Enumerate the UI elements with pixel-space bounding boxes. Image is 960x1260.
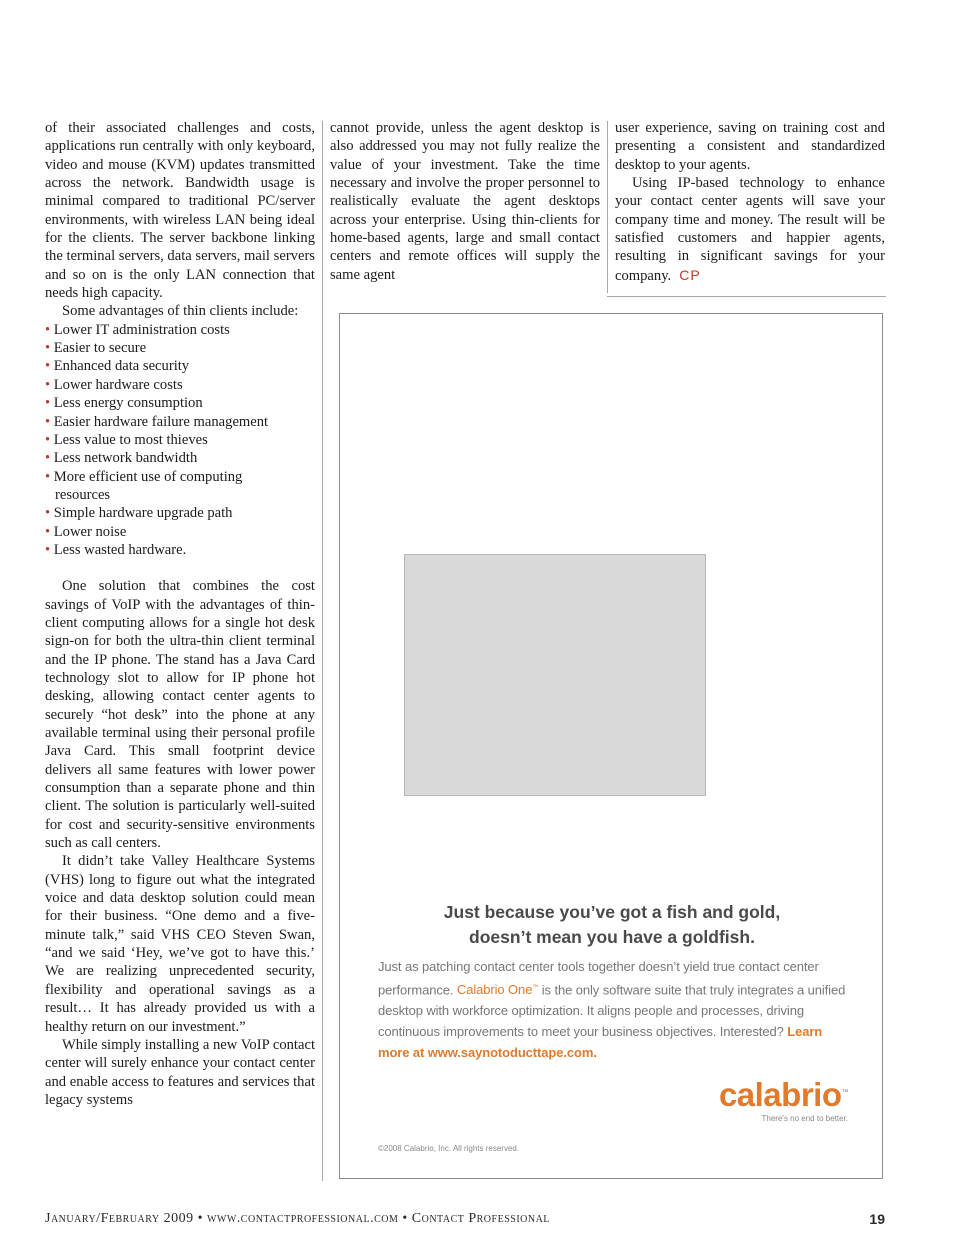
ad-headline: Just because you’ve got a fish and gold, doesn’t mean you have a goldfish. <box>443 902 781 947</box>
logo-tagline: There's no end to better. <box>761 1114 848 1123</box>
column-divider <box>607 121 608 293</box>
list-item: • Enhanced data security <box>45 358 190 375</box>
page-footer <box>45 1211 885 1233</box>
page-number: 19 <box>869 1211 885 1227</box>
bullet-icon: • <box>45 431 51 448</box>
bullet-icon: • <box>45 376 51 393</box>
list-item: • More efficient use of computing resources <box>45 468 243 503</box>
list-item: • Less value to most thieves <box>45 431 208 448</box>
paragraph: One solution that combines the cost savings of VoIP with the advantages of thin-client computing allows for a single hot desk sign-on for both the ultra-thin client terminal and the IP phone. The stand has a Java Card technology slot to allow for IP phone hot desking, allowing contact center agents to securely “hot desk” into the phone at any available terminal using their personal profile Java Card. This small footprint device delivers all same features with lower power consumption than a separate phone and thin client. The solution is particularly well-suited for cost and security-sensitive environments such as call centers. <box>45 578 315 852</box>
calabrio-advertisement <box>339 313 883 1179</box>
bullet-icon: • <box>45 395 51 412</box>
footer-text: January/February 2009 • www.contactprofessional.com • Contact Professional <box>45 1211 550 1226</box>
paragraph: It didn’t take Valley Healthcare Systems (VHS) long to figure out what the integrated voice and data desktop solution could mean for their business. “One demo and a five-minute talk,” said VHS CEO Steven Swan, “and we said ‘Hey, we’ve got to have this.’ We are realizing unprecedented security, flexibility and operational savings as a result… It has already provided us with a healthy return on our investment.” <box>45 853 315 1035</box>
paragraph: user experience, saving on training cost and presenting a consistent and standardized desktop to your agents. <box>615 120 885 173</box>
article-column-1 <box>45 119 315 1109</box>
horizontal-divider <box>607 296 886 297</box>
bullet-icon: • <box>45 340 51 357</box>
calabrio-logo: calabrio™ There's no end to better. <box>696 1076 848 1124</box>
article-column-2 <box>330 119 600 284</box>
bullet-icon: • <box>45 468 51 485</box>
ad-cta-link[interactable]: Learn more at www.saynotoducttape.com. <box>378 1023 823 1060</box>
list-item: • Lower noise <box>45 523 127 540</box>
list-item: • Less network bandwidth <box>45 450 198 467</box>
list-item: • Easier hardware failure management <box>45 413 269 430</box>
column-divider <box>322 121 323 1181</box>
paragraph: Using IP-based technology to enhance your contact center agents will save your company time and money. The result will be satisfied customers and happier agents, resulting in significant savings for your company. CP <box>615 175 885 284</box>
list-item: • Easier to secure <box>45 340 147 357</box>
list-item: • Lower hardware costs <box>45 376 183 393</box>
ad-body: Just as patching contact center tools together doesn’t yield true contact center performance. Calabrio One™ is the only software suite that truly integrates a unified desktop with workforce optimization. It aligns people and processes, driving continuous improvements to meet your business objectives. Interested? Learn more at www.saynotoducttape.com. <box>378 959 846 1060</box>
bullet-icon: • <box>45 358 51 375</box>
paragraph: While simply installing a new VoIP contact center will surely enhance your contact center and enable access to features and services that legacy systems <box>45 1036 315 1108</box>
end-mark: CP <box>679 266 701 283</box>
bullet-icon: • <box>45 523 51 540</box>
list-item: • Simple hardware upgrade path <box>45 505 233 522</box>
bullet-icon: • <box>45 505 51 522</box>
bullet-icon: • <box>45 541 51 558</box>
bullet-icon: • <box>45 450 51 467</box>
ad-copyright: ©2008 Calabrio, Inc. All rights reserved. <box>378 1144 520 1153</box>
article-column-3 <box>615 119 885 285</box>
paragraph: of their associated challenges and costs, applications run centrally with only keyboard, video and mouse (KVM) updates transmitted across the network. Bandwidth usage is minimal compared to traditional PC/server environments, with wireless LAN being ideal for the clients. The server backbone linking the terminal servers, data servers, mail servers and so on is the only LAN connection that needs high capacity. <box>45 120 315 302</box>
bullet-icon: • <box>45 321 51 338</box>
paragraph: Some advantages of thin clients include: <box>62 303 299 320</box>
paragraph: cannot provide, unless the agent desktop is also addressed you may not fully realize the value of your investment. Take the time necessary and involve the proper personnel to realistically evaluate the agent desktops across your enterprise. Using thin-clients for home-based agents, large and small contact centers and remote offices will supply the same agent <box>330 120 600 283</box>
advantages-list <box>45 321 315 559</box>
product-name: Calabrio One™ <box>456 982 539 998</box>
list-item: • Lower IT administration costs <box>45 321 230 338</box>
fish-gold-bar-photo-placeholder <box>404 554 706 796</box>
list-item: • Less wasted hardware. <box>45 541 187 558</box>
list-item: • Less energy consumption <box>45 395 203 412</box>
bullet-icon: • <box>45 413 51 430</box>
